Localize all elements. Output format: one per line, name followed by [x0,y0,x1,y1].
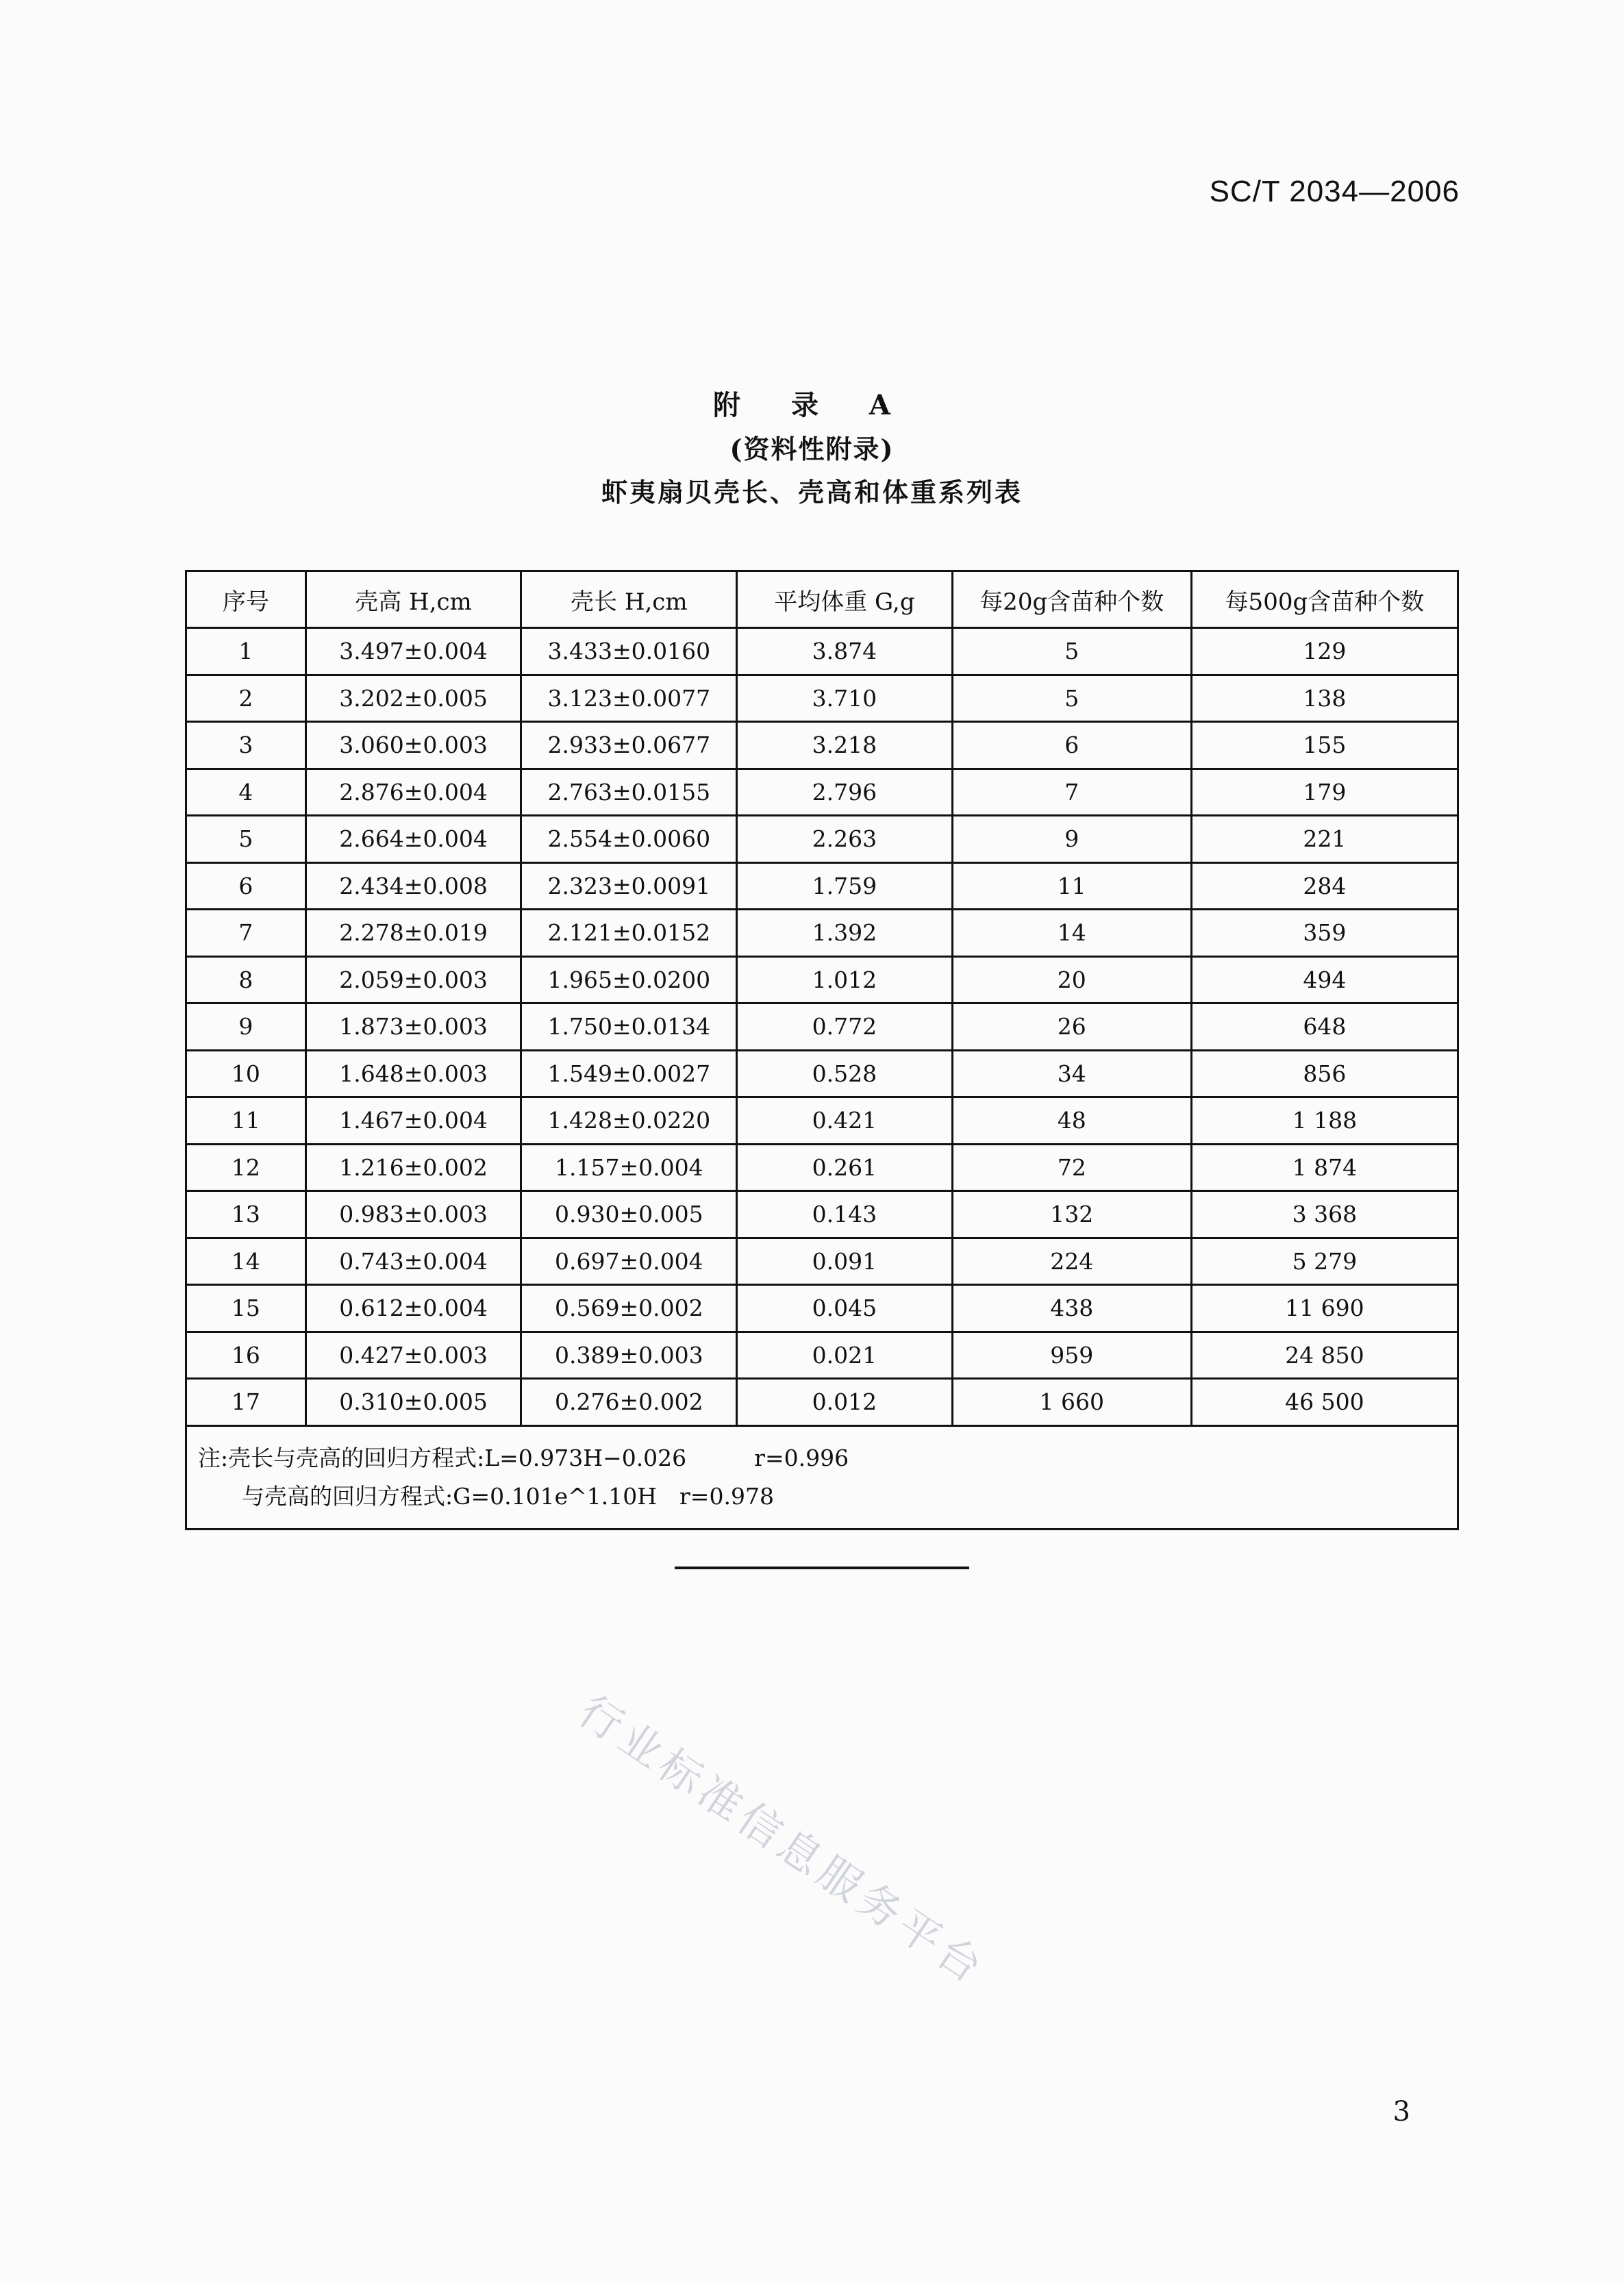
cell-count-500g: 24 850 [1191,1332,1458,1379]
footer-rule [675,1567,969,1569]
cell-shell-height: 0.427±0.003 [305,1332,521,1379]
cell-index: 3 [186,722,306,769]
cell-avg-weight: 0.045 [737,1285,952,1332]
cell-shell-length: 2.763±0.0155 [521,769,737,816]
cell-avg-weight: 1.392 [737,910,952,957]
cell-shell-height: 2.278±0.019 [305,910,521,957]
table-note [186,1425,1458,1529]
table-row [186,769,1458,816]
cell-count-20g: 7 [952,769,1191,816]
cell-count-20g: 132 [952,1191,1191,1238]
cell-count-500g: 856 [1191,1050,1458,1097]
appendix-title: 附 录 A [713,389,911,421]
cell-index: 12 [186,1144,306,1191]
cell-avg-weight: 1.759 [737,862,952,910]
table-row [186,862,1458,910]
cell-shell-length: 1.157±0.004 [521,1144,737,1191]
cell-shell-length: 2.554±0.0060 [521,816,737,863]
cell-shell-height: 0.612±0.004 [305,1285,521,1332]
note-line-1: 注:壳长与壳高的回归方程式:L=0.973H−0.026 r=0.996 [198,1444,849,1471]
table-row [186,1191,1458,1238]
cell-index: 1 [186,628,306,675]
table-row [186,1144,1458,1191]
cell-index: 4 [186,769,306,816]
cell-index: 2 [186,675,306,722]
cell-count-20g: 1 660 [952,1379,1191,1426]
cell-count-500g: 221 [1191,816,1458,863]
cell-index: 16 [186,1332,306,1379]
cell-shell-length: 1.965±0.0200 [521,956,737,1003]
table-row [186,628,1458,675]
cell-count-20g: 5 [952,628,1191,675]
cell-shell-length: 2.323±0.0091 [521,862,737,910]
cell-shell-height: 2.059±0.003 [305,956,521,1003]
cell-shell-height: 0.983±0.003 [305,1191,521,1238]
cell-count-20g: 14 [952,910,1191,957]
cell-count-20g: 11 [952,862,1191,910]
table-row [186,1285,1458,1332]
table-row [186,722,1458,769]
cell-count-500g: 179 [1191,769,1458,816]
table-row [186,910,1458,957]
cell-avg-weight: 0.261 [737,1144,952,1191]
table-row [186,675,1458,722]
cell-count-500g: 3 368 [1191,1191,1458,1238]
cell-avg-weight: 2.263 [737,816,952,863]
cell-avg-weight: 0.421 [737,1097,952,1145]
cell-shell-height: 2.664±0.004 [305,816,521,863]
table-row [186,816,1458,863]
table-row [186,956,1458,1003]
cell-index: 10 [186,1050,306,1097]
cell-avg-weight: 1.012 [737,956,952,1003]
cell-count-20g: 6 [952,722,1191,769]
cell-shell-height: 0.310±0.005 [305,1379,521,1426]
cell-count-20g: 959 [952,1332,1191,1379]
cell-count-20g: 5 [952,675,1191,722]
cell-count-500g: 284 [1191,862,1458,910]
cell-count-500g: 138 [1191,675,1458,722]
cell-avg-weight: 0.772 [737,1003,952,1051]
cell-count-500g: 5 279 [1191,1238,1458,1285]
table-row [186,1238,1458,1285]
cell-shell-length: 1.428±0.0220 [521,1097,737,1145]
page-number: 3 [1392,2096,1410,2128]
cell-count-20g: 34 [952,1050,1191,1097]
cell-shell-height: 3.060±0.003 [305,722,521,769]
cell-count-500g: 129 [1191,628,1458,675]
cell-shell-length: 2.933±0.0677 [521,722,737,769]
cell-shell-height: 1.648±0.003 [305,1050,521,1097]
table-row [186,1097,1458,1145]
cell-avg-weight: 3.874 [737,628,952,675]
appendix-subtitle: (资料性附录) [729,434,895,464]
table-note-row [186,1425,1458,1529]
table-row [186,1332,1458,1379]
cell-index: 9 [186,1003,306,1051]
cell-avg-weight: 0.091 [737,1238,952,1285]
cell-shell-height: 3.202±0.005 [305,675,521,722]
table-row [186,1379,1458,1426]
cell-shell-length: 0.697±0.004 [521,1238,737,1285]
cell-count-500g: 1 874 [1191,1144,1458,1191]
col-header-count-500g: 每500g含苗种个数 [1191,571,1458,628]
cell-count-500g: 648 [1191,1003,1458,1051]
cell-count-20g: 72 [952,1144,1191,1191]
cell-count-20g: 48 [952,1097,1191,1145]
cell-count-500g: 46 500 [1191,1379,1458,1426]
cell-count-500g: 494 [1191,956,1458,1003]
col-header-count-20g: 每20g含苗种个数 [952,571,1191,628]
cell-avg-weight: 0.021 [737,1332,952,1379]
cell-shell-length: 0.276±0.002 [521,1379,737,1426]
cell-index: 5 [186,816,306,863]
cell-avg-weight: 3.710 [737,675,952,722]
cell-count-20g: 224 [952,1238,1191,1285]
col-header-index: 序号 [186,571,306,628]
cell-count-500g: 11 690 [1191,1285,1458,1332]
cell-avg-weight: 0.528 [737,1050,952,1097]
table-row [186,1050,1458,1097]
cell-count-500g: 359 [1191,910,1458,957]
watermark: 行业标准信息服务平台 [569,1685,996,1995]
cell-shell-height: 1.467±0.004 [305,1097,521,1145]
cell-index: 14 [186,1238,306,1285]
standard-code: SC/T 2034—2006 [1209,175,1460,208]
cell-shell-length: 0.569±0.002 [521,1285,737,1332]
cell-index: 15 [186,1285,306,1332]
cell-shell-height: 2.434±0.008 [305,862,521,910]
cell-count-500g: 1 188 [1191,1097,1458,1145]
cell-shell-length: 3.433±0.0160 [521,628,737,675]
cell-avg-weight: 0.012 [737,1379,952,1426]
cell-index: 11 [186,1097,306,1145]
col-header-avg-weight: 平均体重 G,g [737,571,952,628]
cell-index: 7 [186,910,306,957]
cell-shell-height: 0.743±0.004 [305,1238,521,1285]
cell-index: 13 [186,1191,306,1238]
scallop-size-table [185,570,1459,1530]
cell-avg-weight: 3.218 [737,722,952,769]
cell-shell-length: 3.123±0.0077 [521,675,737,722]
cell-index: 17 [186,1379,306,1426]
cell-shell-height: 1.873±0.003 [305,1003,521,1051]
cell-shell-length: 1.549±0.0027 [521,1050,737,1097]
cell-avg-weight: 0.143 [737,1191,952,1238]
cell-index: 6 [186,862,306,910]
table-header-row [186,571,1458,628]
table-title: 虾夷扇贝壳长、壳高和体重系列表 [601,477,1023,508]
table-row [186,1003,1458,1051]
cell-shell-height: 2.876±0.004 [305,769,521,816]
cell-count-500g: 155 [1191,722,1458,769]
note-line-2: 与壳高的回归方程式:G=0.101e^1.10H r=0.978 [242,1482,774,1510]
cell-index: 8 [186,956,306,1003]
cell-shell-length: 0.389±0.003 [521,1332,737,1379]
cell-shell-length: 2.121±0.0152 [521,910,737,957]
cell-avg-weight: 2.796 [737,769,952,816]
cell-shell-length: 1.750±0.0134 [521,1003,737,1051]
cell-shell-height: 1.216±0.002 [305,1144,521,1191]
col-header-shell-height: 壳高 H,cm [305,571,521,628]
cell-shell-height: 3.497±0.004 [305,628,521,675]
cell-count-20g: 20 [952,956,1191,1003]
cell-count-20g: 26 [952,1003,1191,1051]
col-header-shell-length: 壳长 H,cm [521,571,737,628]
cell-shell-length: 0.930±0.005 [521,1191,737,1238]
cell-count-20g: 9 [952,816,1191,863]
cell-count-20g: 438 [952,1285,1191,1332]
